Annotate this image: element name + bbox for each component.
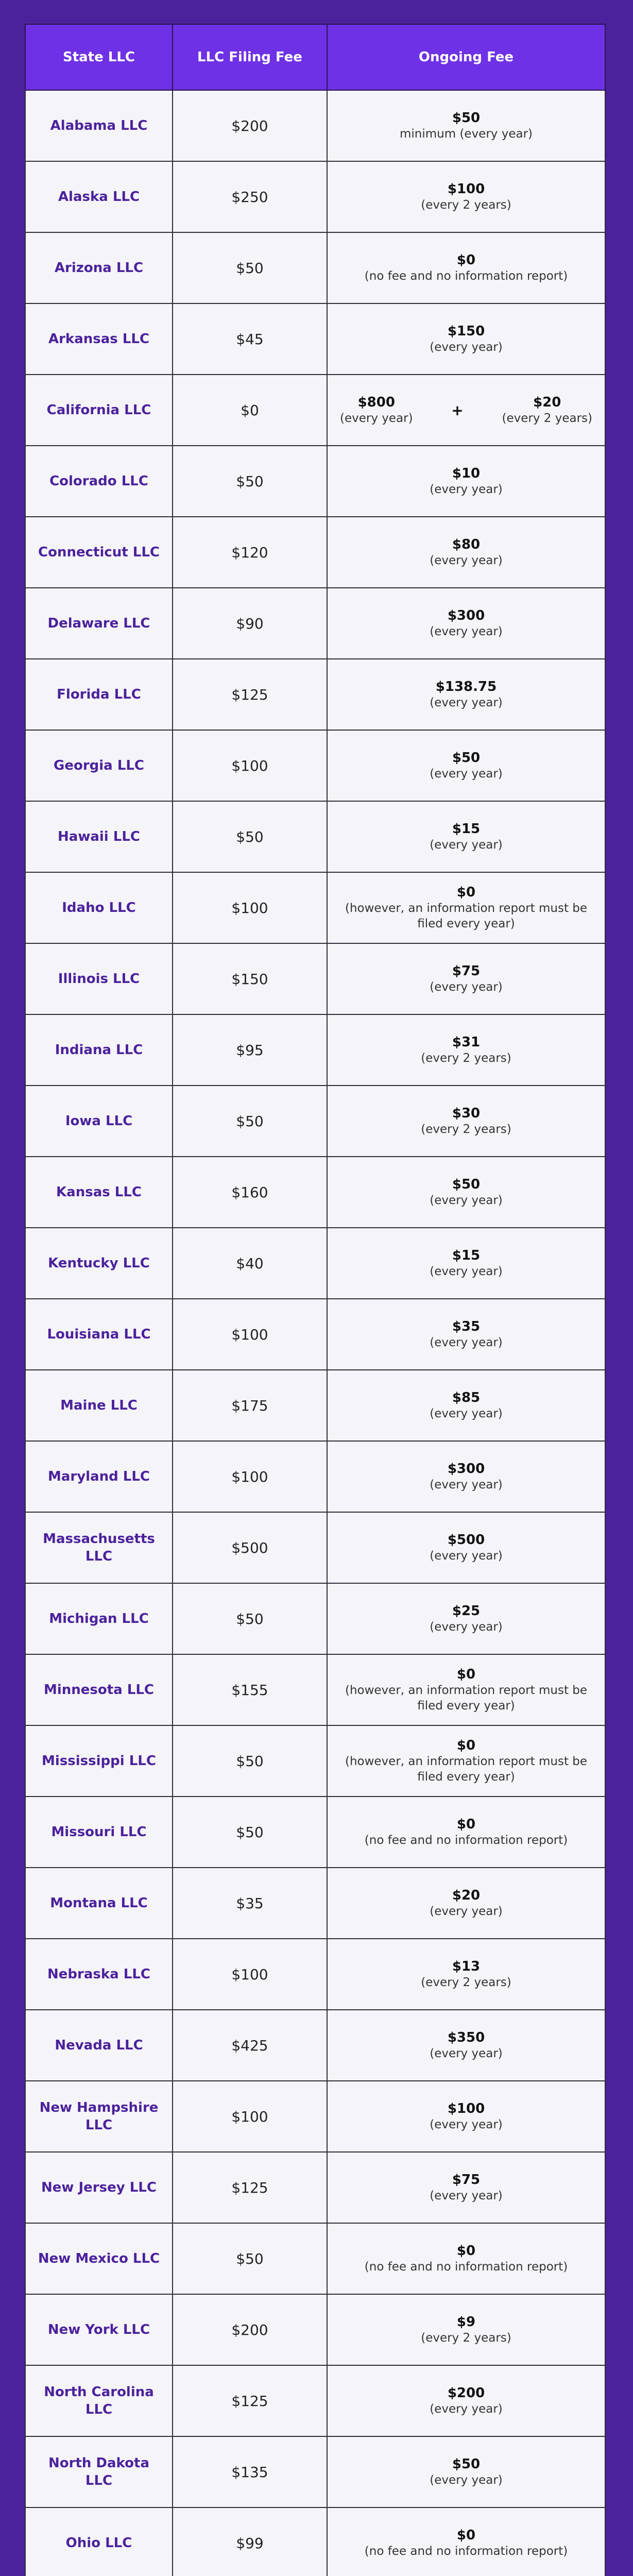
ongoing-fee-note: (every year) <box>430 2118 503 2131</box>
ongoing-fee-note: (every year) <box>430 1194 503 1207</box>
filing-fee: $200 <box>173 90 327 161</box>
table-row <box>25 1725 605 1797</box>
table-row <box>25 1370 605 1441</box>
state-name: Alabama LLC <box>25 90 173 161</box>
ongoing-fee-cell <box>327 2365 605 2436</box>
ongoing-fee-amount: $0 <box>456 252 476 268</box>
ongoing-fee-amount: $150 <box>447 324 485 339</box>
ongoing-fee-amount: $50 <box>452 2456 481 2472</box>
filing-fee: $160 <box>173 1157 327 1228</box>
header-filing-fee: LLC Filing Fee <box>173 24 327 90</box>
filing-fee: $125 <box>173 2365 327 2436</box>
ongoing-fee-note: (every year) <box>430 838 503 852</box>
ongoing-fee-cell <box>327 2010 605 2081</box>
table-row <box>25 161 605 232</box>
ongoing-fee-cell <box>327 1725 605 1797</box>
state-name: Arkansas LLC <box>25 303 173 375</box>
table-row <box>25 943 605 1014</box>
plus-sign: + <box>451 401 464 419</box>
filing-fee: $100 <box>173 1299 327 1370</box>
state-name: Ohio LLC <box>25 2507 173 2576</box>
table-row <box>25 872 605 943</box>
ongoing-fee-cell <box>327 1797 605 1868</box>
table-row <box>25 1014 605 1086</box>
state-name: North Dakota LLC <box>25 2436 173 2507</box>
ongoing-fee-note: (every year) <box>430 2473 503 2487</box>
state-name: Alaska LLC <box>25 161 173 232</box>
table-row <box>25 1086 605 1157</box>
state-name: California LLC <box>25 375 173 446</box>
table-row <box>25 1299 605 1370</box>
state-name: New York LLC <box>25 2294 173 2365</box>
ongoing-fee-amount: $20 <box>533 395 561 410</box>
ongoing-fee-cell <box>327 1441 605 1512</box>
filing-fee: $100 <box>173 872 327 943</box>
filing-fee: $425 <box>173 2010 327 2081</box>
ongoing-fee-note: (however, an information report must be filed every year) <box>345 1755 588 1784</box>
ongoing-fee-note: (every year) <box>430 483 503 496</box>
ongoing-fee-amount: $13 <box>452 1959 481 1974</box>
table-row <box>25 2436 605 2507</box>
ongoing-fee-note: (every year) <box>430 1478 503 1492</box>
ongoing-fee-note: (every year) <box>430 1265 503 1278</box>
ongoing-fee-note: (every year) <box>430 1407 503 1420</box>
table-row <box>25 2507 605 2576</box>
ongoing-fee-amount: $50 <box>452 750 481 766</box>
ongoing-fee-note: (every year) <box>430 2189 503 2202</box>
header-state: State LLC <box>25 24 173 90</box>
ongoing-fee-amount: $500 <box>447 1532 485 1548</box>
table-row <box>25 1868 605 1939</box>
ongoing-fee-note: (every year) <box>340 412 413 425</box>
ongoing-fee-part <box>340 394 413 426</box>
filing-fee: $50 <box>173 232 327 303</box>
ongoing-fee-cell <box>327 2507 605 2576</box>
ongoing-fee-note: (every 2 years) <box>421 198 511 212</box>
ongoing-fee-note: (every year) <box>430 1336 503 1349</box>
ongoing-fee-cell <box>327 446 605 517</box>
filing-fee: $175 <box>173 1370 327 1441</box>
ongoing-fee-amount: $30 <box>452 1106 481 1121</box>
ongoing-fee-amount: $20 <box>452 1888 481 1903</box>
ongoing-fee-note: (every year) <box>430 980 503 994</box>
filing-fee: $100 <box>173 1441 327 1512</box>
filing-fee: $95 <box>173 1014 327 1086</box>
ongoing-fee-cell <box>327 2081 605 2152</box>
ongoing-fee-amount: $0 <box>456 2243 476 2259</box>
ongoing-fee-note: (every year) <box>430 2402 503 2416</box>
filing-fee: $100 <box>173 2081 327 2152</box>
state-name: Iowa LLC <box>25 1086 173 1157</box>
ongoing-fee-cell <box>327 1086 605 1157</box>
filing-fee: $99 <box>173 2507 327 2576</box>
ongoing-fee-cell <box>327 588 605 659</box>
table-row <box>25 446 605 517</box>
ongoing-fee-note: (every 2 years) <box>421 1052 511 1065</box>
state-name: Louisiana LLC <box>25 1299 173 1370</box>
ongoing-fee-amount: $0 <box>456 1667 476 1682</box>
table-body <box>25 90 605 2576</box>
filing-fee: $50 <box>173 1797 327 1868</box>
filing-fee: $35 <box>173 1868 327 1939</box>
ongoing-fee-note: (every year) <box>430 1620 503 1634</box>
filing-fee: $200 <box>173 2294 327 2365</box>
state-name: Kansas LLC <box>25 1157 173 1228</box>
table-row <box>25 1441 605 1512</box>
table-row <box>25 90 605 161</box>
ongoing-fee-amount: $800 <box>357 395 395 410</box>
ongoing-fee-cell <box>327 1939 605 2010</box>
table-row <box>25 232 605 303</box>
filing-fee: $50 <box>173 801 327 872</box>
ongoing-fee-cell <box>327 1512 605 1583</box>
ongoing-fee-amount: $9 <box>456 2314 476 2330</box>
state-name: New Jersey LLC <box>25 2152 173 2223</box>
state-name: Missouri LLC <box>25 1797 173 1868</box>
ongoing-fee-amount: $35 <box>452 1319 481 1334</box>
ongoing-fee-note: (no fee and no information report) <box>364 1834 568 1847</box>
ongoing-fee-amount: $0 <box>456 2528 476 2543</box>
ongoing-fee-cell <box>327 232 605 303</box>
ongoing-fee-note: (no fee and no information report) <box>364 2260 568 2274</box>
ongoing-fee-amount: $138.75 <box>435 679 497 694</box>
table-row <box>25 517 605 588</box>
ongoing-fee-cell <box>327 1654 605 1725</box>
filing-fee: $50 <box>173 1086 327 1157</box>
state-name: Colorado LLC <box>25 446 173 517</box>
ongoing-fee-note: minimum (every year) <box>399 127 533 141</box>
state-name: New Hampshire LLC <box>25 2081 173 2152</box>
state-name: Maryland LLC <box>25 1441 173 1512</box>
state-name: Indiana LLC <box>25 1014 173 1086</box>
ongoing-fee-note: (every year) <box>430 341 503 354</box>
ongoing-fee-cell <box>327 872 605 943</box>
table-row <box>25 801 605 872</box>
ongoing-fee-amount: $85 <box>452 1390 481 1405</box>
ongoing-fee-cell <box>327 90 605 161</box>
ongoing-fee-note: (every year) <box>430 625 503 638</box>
ongoing-fee-note: (every year) <box>430 767 503 781</box>
ongoing-fee-cell <box>327 943 605 1014</box>
table-row <box>25 1157 605 1228</box>
ongoing-fee-note: (however, an information report must be filed every year) <box>345 1684 588 1713</box>
state-name: Mississippi LLC <box>25 1725 173 1797</box>
ongoing-fee-amount: $75 <box>452 963 481 979</box>
filing-fee: $250 <box>173 161 327 232</box>
table-row <box>25 303 605 375</box>
state-name: Delaware LLC <box>25 588 173 659</box>
table-row <box>25 1654 605 1725</box>
filing-fee: $150 <box>173 943 327 1014</box>
ongoing-fee-note: (every 2 years) <box>421 1123 511 1136</box>
state-name: Illinois LLC <box>25 943 173 1014</box>
state-name: Nevada LLC <box>25 2010 173 2081</box>
ongoing-fee-note: (every year) <box>430 2047 503 2060</box>
ongoing-fee-cell <box>327 730 605 801</box>
ongoing-fee-amount: $80 <box>452 537 481 552</box>
state-name: Connecticut LLC <box>25 517 173 588</box>
ongoing-fee-amount: $350 <box>447 2030 485 2045</box>
state-name: Arizona LLC <box>25 232 173 303</box>
ongoing-fee-cell <box>327 1868 605 1939</box>
ongoing-fee-cell <box>327 659 605 730</box>
ongoing-fee-cell <box>327 2152 605 2223</box>
header-ongoing-fee: Ongoing Fee <box>327 24 605 90</box>
table-row <box>25 1797 605 1868</box>
filing-fee: $50 <box>173 1725 327 1797</box>
table-row <box>25 375 605 446</box>
ongoing-fee-cell <box>327 2294 605 2365</box>
table-row <box>25 1939 605 2010</box>
table-row <box>25 588 605 659</box>
filing-fee: $50 <box>173 446 327 517</box>
filing-fee: $135 <box>173 2436 327 2507</box>
filing-fee: $50 <box>173 2223 327 2294</box>
ongoing-fee-amount: $31 <box>452 1035 481 1050</box>
ongoing-fee-amount: $50 <box>452 1177 481 1192</box>
ongoing-fee-cell <box>327 517 605 588</box>
state-name: Georgia LLC <box>25 730 173 801</box>
ongoing-fee-cell <box>327 2223 605 2294</box>
filing-fee: $100 <box>173 1939 327 2010</box>
ongoing-fee-note: (no fee and no information report) <box>364 2545 568 2558</box>
ongoing-fee-cell <box>327 1228 605 1299</box>
filing-fee: $120 <box>173 517 327 588</box>
state-name: Massachusetts LLC <box>25 1512 173 1583</box>
table-row <box>25 2294 605 2365</box>
ongoing-fee-note: (however, an information report must be filed every year) <box>345 902 588 930</box>
table-row <box>25 730 605 801</box>
table-row <box>25 1583 605 1654</box>
state-name: Maine LLC <box>25 1370 173 1441</box>
ongoing-fee-cell <box>327 375 605 446</box>
filing-fee: $90 <box>173 588 327 659</box>
ongoing-fee-split <box>336 394 596 426</box>
ongoing-fee-amount: $300 <box>447 608 485 623</box>
ongoing-fee-cell <box>327 1370 605 1441</box>
table-row <box>25 2365 605 2436</box>
ongoing-fee-cell <box>327 1014 605 1086</box>
ongoing-fee-amount: $100 <box>447 2101 485 2116</box>
ongoing-fee-cell <box>327 1299 605 1370</box>
llc-fee-table <box>25 24 606 2576</box>
table-row <box>25 659 605 730</box>
state-name: Kentucky LLC <box>25 1228 173 1299</box>
ongoing-fee-note: (every year) <box>430 1905 503 1918</box>
filing-fee: $155 <box>173 1654 327 1725</box>
state-name: New Mexico LLC <box>25 2223 173 2294</box>
ongoing-fee-cell <box>327 1157 605 1228</box>
state-name: Florida LLC <box>25 659 173 730</box>
ongoing-fee-note: (every year) <box>430 696 503 709</box>
filing-fee: $45 <box>173 303 327 375</box>
ongoing-fee-cell <box>327 303 605 375</box>
table-row <box>25 2152 605 2223</box>
ongoing-fee-note: (every 2 years) <box>421 2331 511 2345</box>
ongoing-fee-cell <box>327 1583 605 1654</box>
ongoing-fee-amount: $200 <box>447 2385 485 2401</box>
ongoing-fee-amount: $15 <box>452 1248 481 1263</box>
filing-fee: $125 <box>173 659 327 730</box>
ongoing-fee-amount: $0 <box>456 1738 476 1753</box>
ongoing-fee-note: (every year) <box>430 1549 503 1563</box>
ongoing-fee-cell <box>327 801 605 872</box>
ongoing-fee-amount: $300 <box>447 1461 485 1477</box>
table-row <box>25 1228 605 1299</box>
table-row <box>25 1512 605 1583</box>
ongoing-fee-note: (every year) <box>430 554 503 567</box>
table-row <box>25 2010 605 2081</box>
filing-fee: $100 <box>173 730 327 801</box>
ongoing-fee-amount: $0 <box>456 885 476 900</box>
state-name: Idaho LLC <box>25 872 173 943</box>
ongoing-fee-cell <box>327 2436 605 2507</box>
ongoing-fee-part <box>502 394 592 426</box>
state-name: North Carolina LLC <box>25 2365 173 2436</box>
filing-fee: $0 <box>173 375 327 446</box>
ongoing-fee-amount: $100 <box>447 181 485 197</box>
ongoing-fee-amount: $0 <box>456 1817 476 1832</box>
table-row <box>25 2081 605 2152</box>
ongoing-fee-amount: $75 <box>452 2172 481 2188</box>
ongoing-fee-cell <box>327 161 605 232</box>
ongoing-fee-note: (every 2 years) <box>421 1976 511 1989</box>
state-name: Hawaii LLC <box>25 801 173 872</box>
filing-fee: $125 <box>173 2152 327 2223</box>
state-name: Minnesota LLC <box>25 1654 173 1725</box>
ongoing-fee-amount: $25 <box>452 1603 481 1619</box>
state-name: Michigan LLC <box>25 1583 173 1654</box>
ongoing-fee-note: (every 2 years) <box>502 412 592 425</box>
filing-fee: $40 <box>173 1228 327 1299</box>
ongoing-fee-amount: $15 <box>452 821 481 837</box>
state-name: Nebraska LLC <box>25 1939 173 2010</box>
table-header <box>25 24 605 90</box>
filing-fee: $500 <box>173 1512 327 1583</box>
filing-fee: $50 <box>173 1583 327 1654</box>
ongoing-fee-amount: $10 <box>452 466 481 481</box>
ongoing-fee-note: (no fee and no information report) <box>364 269 568 283</box>
ongoing-fee-amount: $50 <box>452 110 481 126</box>
state-name: Montana LLC <box>25 1868 173 1939</box>
table-row <box>25 2223 605 2294</box>
